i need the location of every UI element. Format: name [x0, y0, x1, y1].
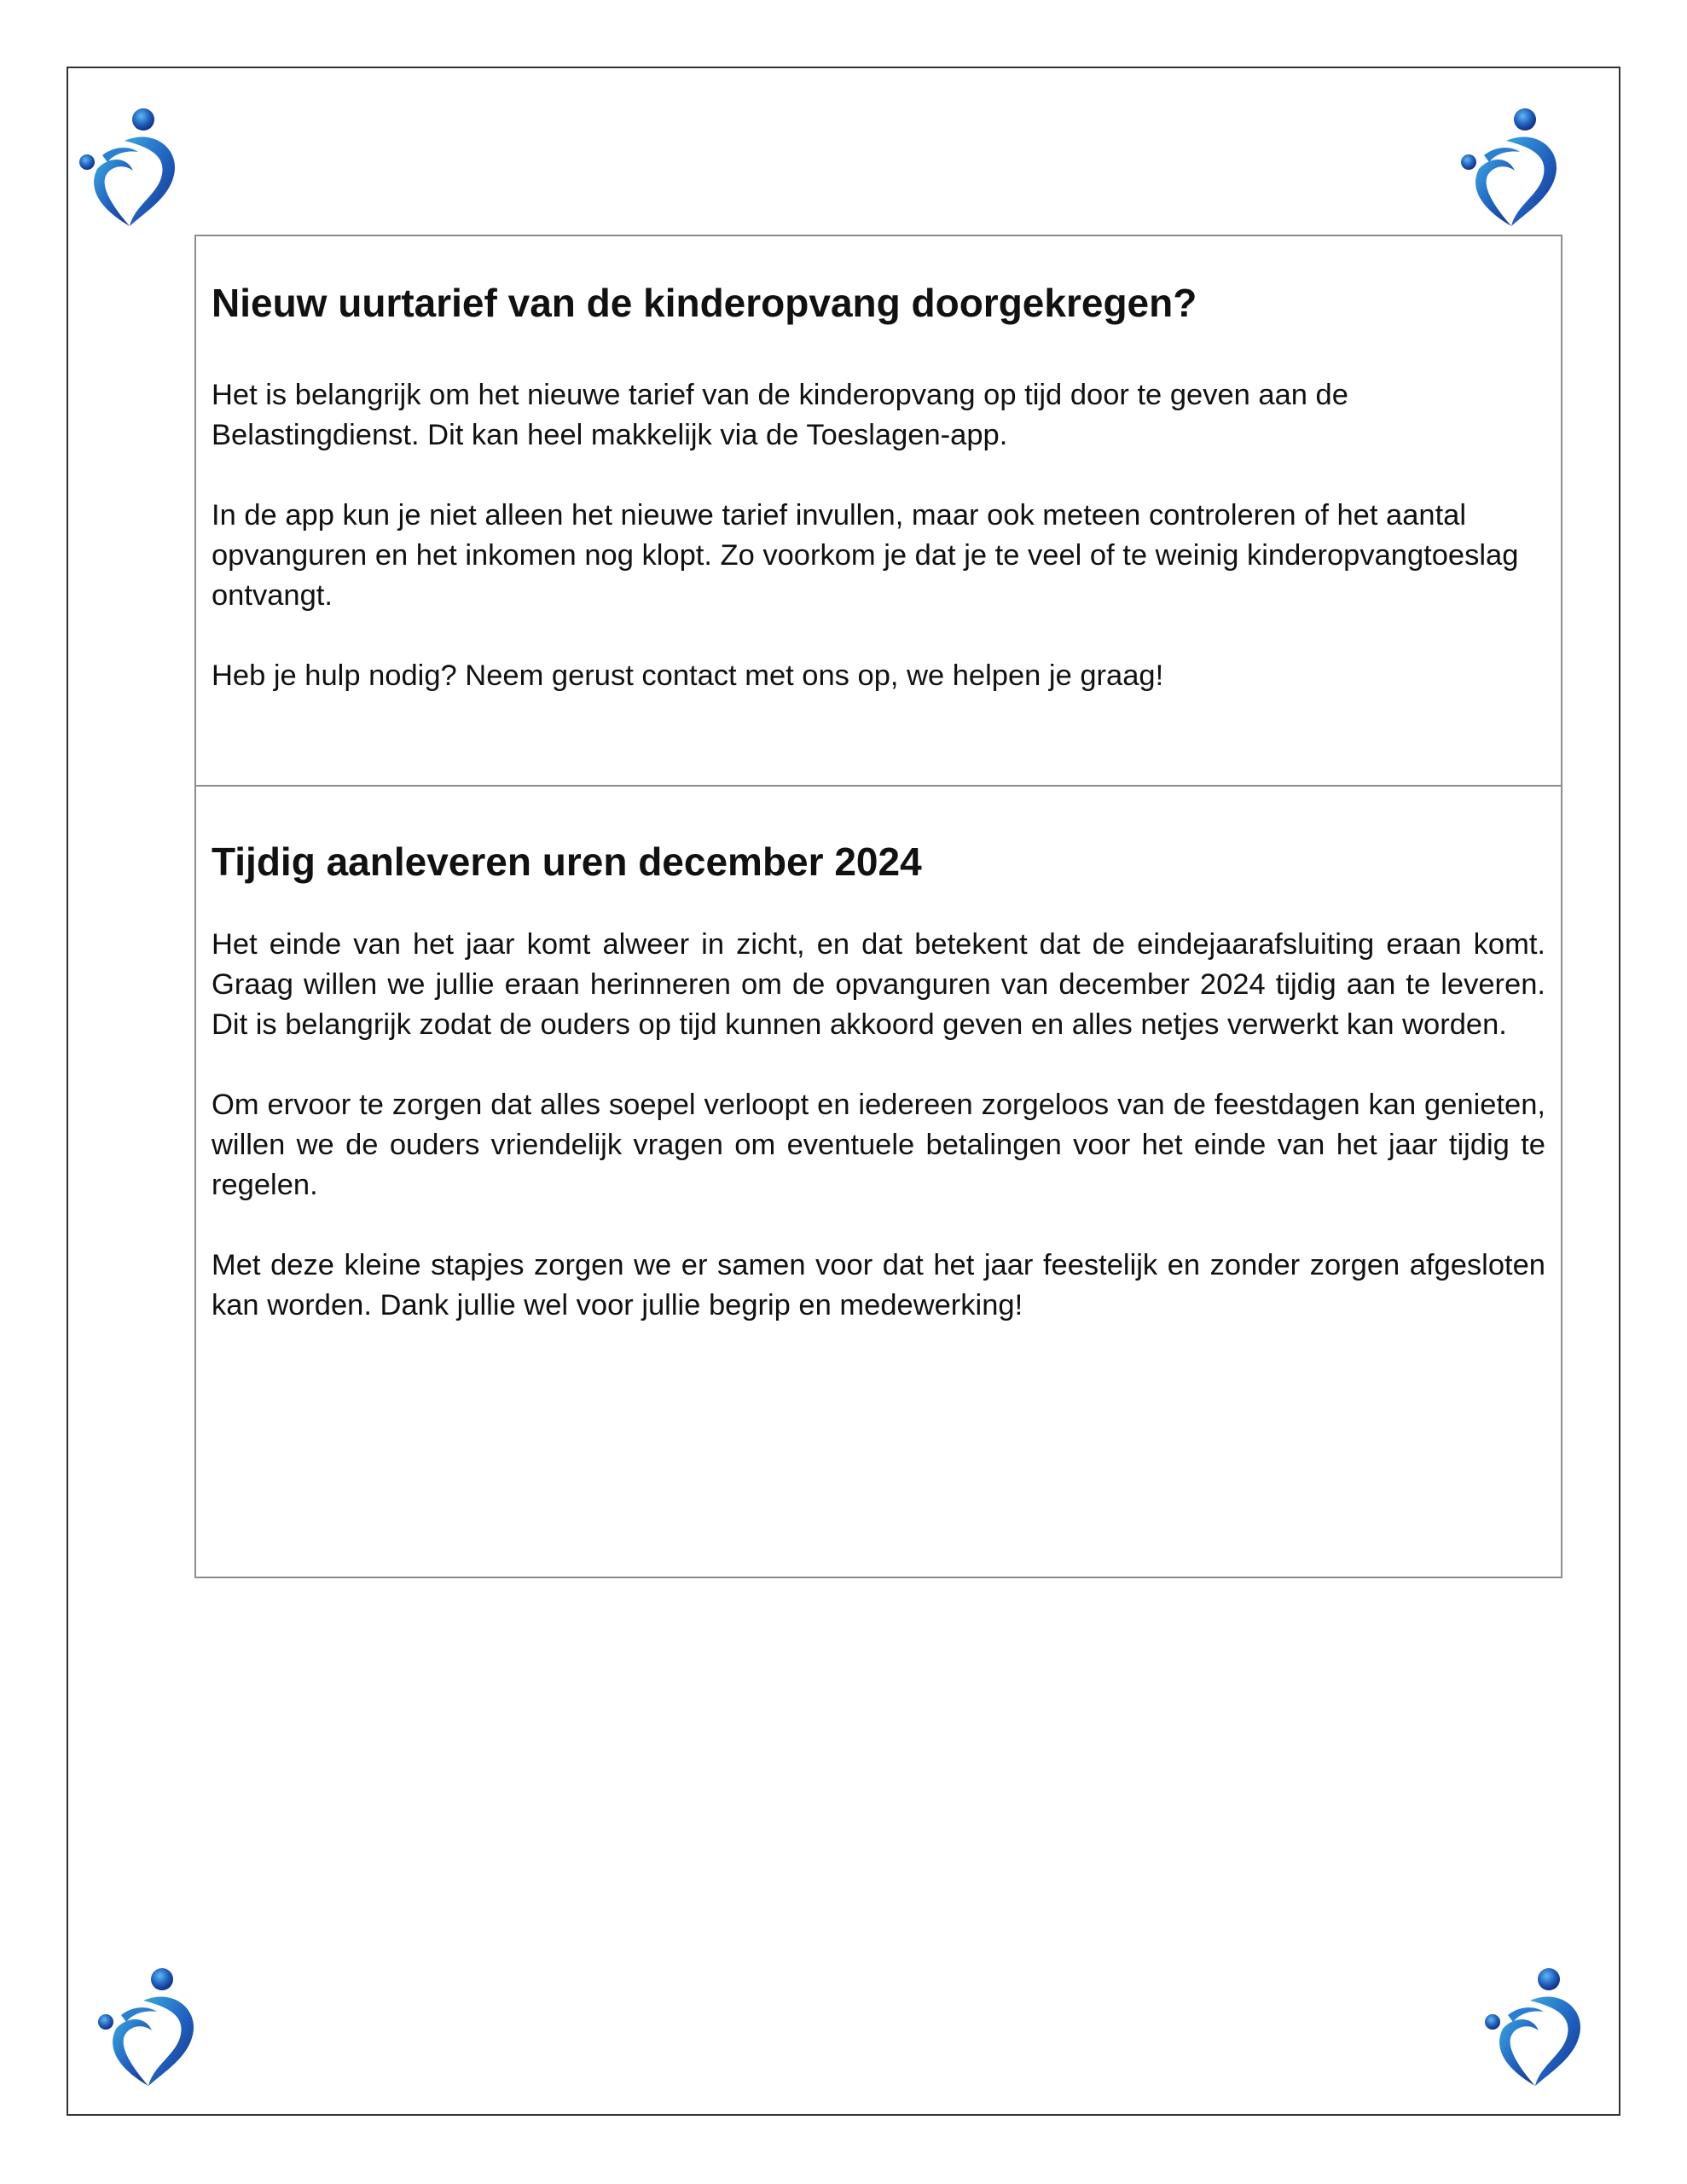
section-paragraph: In de app kun je niet alleen het nieuwe tarief invullen, maar ook meteen controleren of het aantal opvanguren en het inkomen nog klopt. Zo voorkom je dat je te veel of te weinig kinderopvangtoeslag ontvangt. [212, 499, 1519, 612]
family-heart-logo-icon [73, 102, 184, 230]
section-title: Nieuw uurtarief van de kinderopvang doorgekregen? [212, 281, 1197, 325]
family-heart-logo-icon-graphic [92, 1962, 203, 2090]
section-december-hours [196, 787, 1561, 1577]
section-paragraph: Om ervoor te zorgen dat alles soepel verloopt en iedereen zorgeloos van de feestdagen kan genieten, willen we de ouders vriendelijk vragen om eventuele betalingen voor het einde van het jaar tijdig te regelen. [212, 1089, 1545, 1201]
section-new-hourly-rate [196, 236, 1561, 787]
section-paragraph: Het is belangrijk om het nieuwe tarief van de kinderopvang op tijd door te geven aan de Belastingdienst. Dit kan heel makkelijk via de Toeslagen-app. [212, 379, 1348, 451]
family-heart-logo-icon [1479, 1962, 1590, 2090]
section-paragraph: Met deze kleine stapjes zorgen we er samen voor dat het jaar feestelijk en zonder zorgen afgesloten kan worden. Dank jullie wel voor jullie begrip en medewerking! [212, 1249, 1545, 1321]
family-heart-logo-icon-graphic [1455, 102, 1566, 230]
family-heart-logo-icon [92, 1962, 203, 2090]
newsletter-content-box [194, 235, 1562, 1578]
section-paragraph: Het einde van het jaar komt alweer in zicht, en dat betekent dat de eindejaarafsluiting eraan komt. Graag willen we jullie eraan herinneren om de opvanguren van december 2024 tijdig aan te leveren. Dit is belangrijk zodat de ouders op tijd kunnen akkoord geven en alles netjes verwerkt kan worden. [212, 928, 1545, 1041]
family-heart-logo-icon-graphic [1479, 1962, 1590, 2090]
section-paragraph: Heb je hulp nodig? Neem gerust contact met ons op, we helpen je graag! [212, 659, 1164, 692]
section-title: Tijdig aanleveren uren december 2024 [212, 839, 922, 884]
family-heart-logo-icon [1455, 102, 1566, 230]
family-heart-logo-icon-graphic [73, 102, 184, 230]
